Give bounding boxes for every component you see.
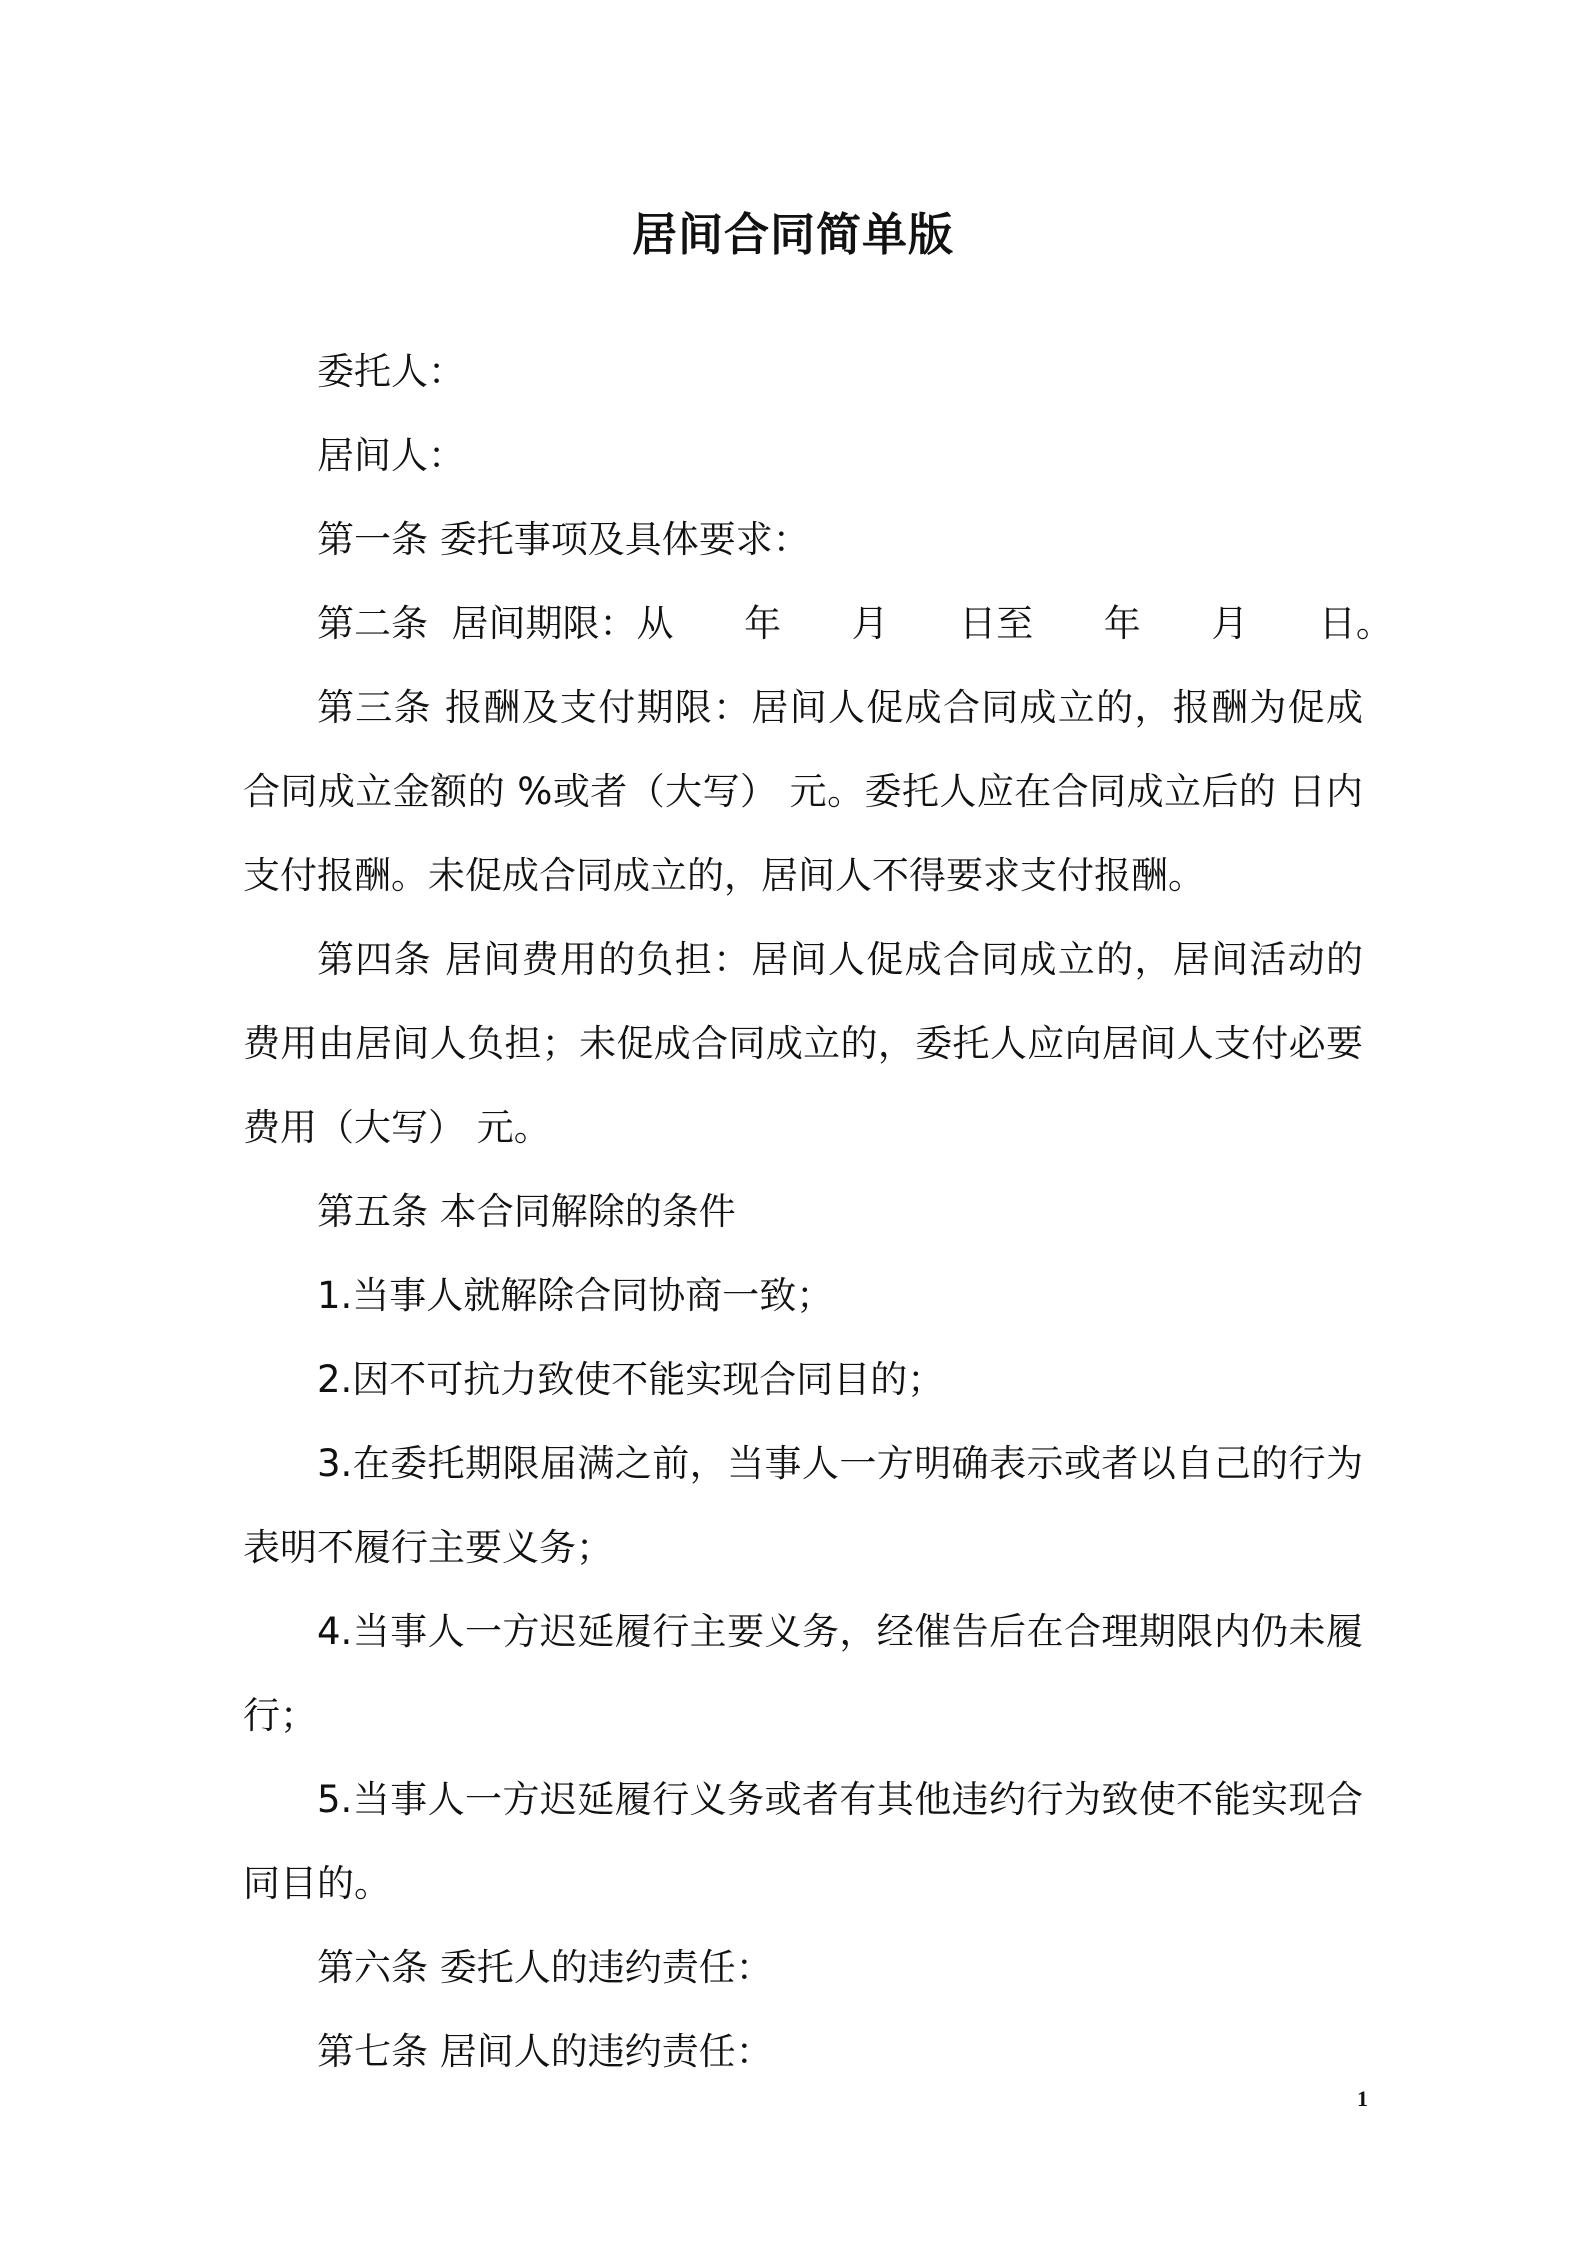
- page-number: 1: [1357, 2086, 1368, 2111]
- article-6: 第六条 委托人的违约责任：: [317, 1946, 773, 1989]
- paragraph-client: 委托人：: [317, 350, 465, 393]
- termination-condition-5: 5.当事人一方迟延履行义务或者有其他违约行为致使不能实现合同目的。: [243, 1778, 1363, 1905]
- article-3: 第三条 报酬及支付期限：居间人促成合同成立的，报酬为促成合同成立金额的 %或者（大写） 元。委托人应在合同成立后的 日内支付报酬。未促成合同成立的，居间人不得要求支付报酬。: [243, 686, 1363, 897]
- termination-condition-3: 3.在委托期限届满之前，当事人一方明确表示或者以自己的行为表明不履行主要义务；: [243, 1442, 1363, 1569]
- termination-condition-4: 4.当事人一方迟延履行主要义务，经催告后在合理期限内仍未履行；: [243, 1610, 1363, 1737]
- document-title: 居间合同简单版: [631, 208, 954, 261]
- paragraph-intermediary: 居间人：: [317, 434, 465, 477]
- termination-condition-1: 1.当事人就解除合同协商一致；: [317, 1274, 834, 1317]
- termination-condition-2: 2.因不可抗力致使不能实现合同目的；: [317, 1358, 945, 1401]
- article-5: 第五条 本合同解除的条件: [317, 1190, 736, 1233]
- document-body: [243, 330, 1393, 2094]
- article-2: 第二条 居间期限：从 年 月 日至 年 月 日。: [317, 602, 1393, 645]
- article-4: 第四条 居间费用的负担：居间人促成合同成立的，居间活动的费用由居间人负担；未促成合同成立的，委托人应向居间人支付必要费用（大写） 元。: [243, 938, 1363, 1149]
- article-1: 第一条 委托事项及具体要求：: [317, 518, 810, 561]
- article-7: 第七条 居间人的违约责任：: [317, 2030, 773, 2073]
